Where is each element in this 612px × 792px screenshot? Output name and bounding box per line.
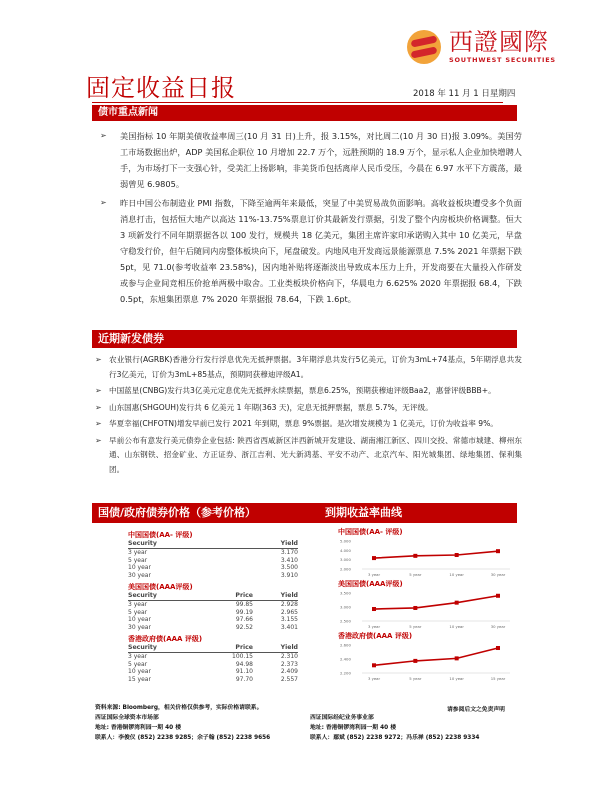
table-row bbox=[128, 624, 298, 632]
svg-text:5.000: 5.000 bbox=[340, 538, 351, 544]
bond-table bbox=[128, 644, 298, 683]
table-cell: 2.409 bbox=[280, 668, 298, 675]
svg-text:3.000: 3.000 bbox=[340, 557, 351, 563]
table-row bbox=[128, 661, 298, 669]
table-row bbox=[128, 653, 298, 661]
table-title: 美国国债(AAA评级) bbox=[128, 583, 193, 591]
yield-curve-title: 到期收益率曲线 bbox=[325, 506, 402, 519]
table-row bbox=[128, 557, 298, 565]
chart-title: 香港政府债(AAA 评级) bbox=[338, 632, 413, 640]
table-cell: 94.98 bbox=[235, 660, 253, 668]
table-cell: 5 year bbox=[128, 608, 148, 616]
table-row bbox=[128, 572, 298, 580]
table-cell: 99.85 bbox=[235, 601, 253, 608]
svg-text:2.600: 2.600 bbox=[340, 642, 351, 648]
table-cell: 3 year bbox=[128, 653, 148, 660]
table-cell: 2.965 bbox=[280, 608, 298, 616]
svg-text:5 year: 5 year bbox=[409, 676, 422, 681]
table-cell: 3.410 bbox=[280, 556, 298, 564]
table-cell bbox=[193, 572, 253, 580]
issue-item: ➢ 早前公布有意发行美元债券企业包括: 陕西省西咸新区沣西新城开发建设、湖南湘江新区、四川交投、常德市城建、柳州东通、山东钢铁、招金矿业、方正证券、浙江吉利、光大新鸿基、平安不动产、北京汽车、阳光城集团、绿地集团、保利集团。 bbox=[95, 435, 522, 474]
svg-text:10 year: 10 year bbox=[449, 572, 464, 577]
yield-chart bbox=[338, 631, 518, 683]
table-cell bbox=[193, 564, 253, 572]
bond-table bbox=[128, 592, 298, 631]
table-cell: 3 year bbox=[128, 549, 148, 556]
bullet-arrow-icon: ➢ bbox=[95, 419, 102, 428]
table-cell: 2.310 bbox=[280, 653, 298, 660]
yield-chart bbox=[338, 579, 518, 631]
dept-name: 西证国际全球资本市场部 bbox=[95, 715, 159, 721]
chart-title: 美国国债(AAA评级) bbox=[338, 580, 403, 588]
table-cell: 100.15 bbox=[232, 653, 253, 660]
table-cell: 97.70 bbox=[235, 675, 253, 683]
table-cell: 3.155 bbox=[280, 616, 298, 623]
table-row bbox=[128, 609, 298, 617]
contacts: 联系人：李俊仪 (852) 2238 9285；余子翰 (852) 2238 9656 bbox=[95, 735, 271, 741]
report-date: 2018 年 11 月 1 日星期四 bbox=[413, 89, 516, 99]
column-header: Price bbox=[193, 592, 253, 601]
table-cell: 10 year bbox=[128, 564, 151, 571]
table-title: 中国国债(AA- 评级) bbox=[128, 531, 193, 539]
issue-item: ➢ 中国蓝星(CNBG)发行共3亿美元定息优先无抵押永续票据，票息6.25%，预期获穆迪评级Baa2，惠誉评级BBB+。 bbox=[95, 384, 522, 399]
table-cell: 91.10 bbox=[235, 668, 253, 675]
svg-text:10 year: 10 year bbox=[449, 676, 464, 681]
table-row bbox=[128, 601, 298, 609]
column-header: Yield bbox=[253, 592, 298, 601]
svg-text:2.500: 2.500 bbox=[340, 618, 351, 624]
address: 地址: 香港铜锣湾利园一期 40 楼 bbox=[95, 725, 182, 731]
bullet-arrow-icon: ➢ bbox=[95, 435, 102, 445]
footer-left bbox=[95, 703, 270, 743]
prices-title: 国债/政府债券价格（参考价格） bbox=[98, 506, 257, 519]
svg-text:3.000: 3.000 bbox=[340, 604, 351, 610]
brand-name-cn: 西證國際 bbox=[449, 28, 549, 56]
svg-text:3 year: 3 year bbox=[367, 676, 381, 681]
svg-text:30 year: 30 year bbox=[490, 572, 506, 577]
column-header: Yield bbox=[253, 644, 298, 653]
section-header-new-issues: 近期新发债券 bbox=[92, 330, 517, 348]
brand-logo bbox=[407, 28, 607, 68]
svg-text:5 year: 5 year bbox=[409, 572, 422, 577]
bond-table bbox=[128, 540, 298, 579]
news-item: ➢ 昨日中国公布制造业 PMI 指数，下降至逾两年来最低，突显了中美贸易战负面影响。高收益板块遭受多个负面消息打击，包括恒大地产以高达 11%-13.75%票息订价其最新发行票据，引发了整个内房板块价格调整。恒大 3 项新发行不同年期票据各以 100 发行，规模共 18 亿美元，集团主席许家印承诺购入其中 10 亿美元，早盘守稳发行价，但午后随同内房整体板块向下，尾盘破发。内地风电开发商远景能源票息 7.5% 2021 年票据下跌 5pt，见 71.0(参考收益率 23.58%)，因内地补贴将逐渐淡出导致成本压力上升，开发商要在大量投入作研发或参与企业间竞相压价抢单两极中取舍。工业类板块价格向下，华晨电力 6.625% 2020 年票据报 68.4，下跌 0.5pt，东旭集团票息 7% 2020 年票据报 78.64，下跌 1.6pt。 bbox=[100, 195, 522, 307]
news-list bbox=[100, 128, 522, 310]
issue-item: ➢ 山东国惠(SHGOUH)发行共 6 亿美元 1 年期(363 天)，定息无抵押票据，票息 5.7%，无评级。 bbox=[95, 401, 522, 416]
table-cell: 3.500 bbox=[280, 564, 298, 571]
table-cell: 2.928 bbox=[280, 601, 298, 608]
table-cell: 99.19 bbox=[235, 608, 253, 616]
column-header: Yield bbox=[253, 540, 298, 549]
section-header-news: 债市重点新闻 bbox=[92, 105, 517, 121]
section-header-prices bbox=[92, 503, 517, 523]
svg-text:3.500: 3.500 bbox=[340, 590, 351, 596]
table-row bbox=[128, 549, 298, 557]
table-cell: 30 year bbox=[128, 571, 151, 579]
table-cell: 2.557 bbox=[280, 675, 298, 683]
table-cell: 10 year bbox=[128, 616, 151, 623]
table-cell: 3.170 bbox=[280, 549, 298, 556]
bullet-arrow-icon: ➢ bbox=[100, 131, 107, 140]
svg-text:4.000: 4.000 bbox=[340, 547, 351, 553]
issue-item: ➢ 华夏幸福(CHFOTN)增发早前已发行 2021 年到期，票息 9%票据。是次增发规模为 1 亿美元，订价为收益率 9%。 bbox=[95, 417, 522, 432]
footer-right bbox=[310, 713, 479, 743]
svg-text:2.400: 2.400 bbox=[340, 656, 351, 662]
table-row bbox=[128, 676, 298, 684]
table-cell: 5 year bbox=[128, 660, 148, 668]
table-cell: 10 year bbox=[128, 668, 151, 675]
chart-title: 中国国债(AA- 评级) bbox=[338, 528, 403, 536]
table-cell bbox=[193, 549, 253, 557]
table-cell: 2.373 bbox=[280, 660, 298, 668]
title-divider bbox=[92, 102, 503, 103]
table-title: 香港政府债(AAA 评级) bbox=[128, 635, 203, 643]
table-cell: 15 year bbox=[128, 675, 151, 683]
table-cell: 3.910 bbox=[280, 571, 298, 579]
news-item: ➢ 美国指标 10 年期美债收益率周三(10 月 31 日)上升，报 3.15%，对比周二(10 月 30 日)报 3.09%。美国劳工市场数据出炉，ADP 美国私企职位 10 月增加 22.7 万个，远胜预期的 18.9 万个，显示私人企业加快增聘人手，为市场打下一支强心针，受美汇上扬影响，非美货币包括离岸人民币受压，今晨在 6.97 水平下方震荡，最弱曾见 6.9805。 bbox=[100, 128, 522, 192]
svg-text:3 year: 3 year bbox=[367, 624, 381, 629]
bond-price-tables bbox=[128, 527, 298, 683]
svg-text:10 year: 10 year bbox=[449, 624, 464, 629]
table-cell: 97.66 bbox=[235, 616, 253, 623]
column-header: Price bbox=[193, 644, 253, 653]
table-cell: 92.52 bbox=[235, 623, 253, 631]
line-chart-plot bbox=[338, 589, 518, 631]
svg-text:30 year: 30 year bbox=[490, 624, 506, 629]
table-row bbox=[128, 564, 298, 572]
bullet-arrow-icon: ➢ bbox=[95, 355, 102, 364]
disclaimer-note: 请参阅后文之免责声明 bbox=[447, 707, 505, 713]
logo-icon bbox=[407, 30, 441, 64]
column-header bbox=[193, 540, 253, 549]
svg-text:2.000: 2.000 bbox=[340, 566, 351, 572]
issue-item: ➢ 农业银行(AGRBK)香港分行发行浮息优先无抵押票据。3年期浮息共发行5亿美元，订价为3mL+74基点，5年期浮息共发行3亿美元，订价为3mL+85基点，预期同获穆迪评级A1。 bbox=[95, 355, 522, 379]
table-cell: 30 year bbox=[128, 623, 151, 631]
dept-name: 西证国际经纪业务事业部 bbox=[310, 715, 374, 721]
yield-curve-charts bbox=[338, 527, 518, 683]
new-issues-list bbox=[95, 353, 522, 479]
line-chart-plot bbox=[338, 537, 518, 579]
column-header: Security bbox=[128, 644, 193, 653]
brand-name-en: SOUTHWEST SECURITIES bbox=[449, 56, 556, 64]
source-note: 资料来源: Bloomberg，相关价格仅供参考，实际价格请联系。 bbox=[95, 705, 263, 711]
table-row bbox=[128, 668, 298, 676]
line-chart-plot bbox=[338, 641, 518, 683]
table-row bbox=[128, 616, 298, 624]
bullet-arrow-icon: ➢ bbox=[95, 386, 102, 395]
contacts: 联系人：鄢斌 (852) 2238 9272；冯乐禅 (852) 2238 9334 bbox=[310, 735, 480, 741]
table-cell bbox=[193, 557, 253, 565]
table-cell: 3.401 bbox=[280, 623, 298, 631]
table-cell: 3 year bbox=[128, 601, 148, 608]
table-cell: 5 year bbox=[128, 556, 148, 564]
svg-text:3 year: 3 year bbox=[367, 572, 381, 577]
svg-text:2.200: 2.200 bbox=[340, 670, 351, 676]
bullet-arrow-icon: ➢ bbox=[100, 198, 107, 207]
report-title: 固定收益日报 bbox=[86, 74, 236, 102]
yield-chart bbox=[338, 527, 518, 579]
address: 地址: 香港铜锣湾利园一期 40 楼 bbox=[310, 725, 397, 731]
bullet-arrow-icon: ➢ bbox=[95, 402, 102, 412]
svg-text:5 year: 5 year bbox=[409, 624, 422, 629]
column-header: Security bbox=[128, 540, 193, 549]
svg-text:15 year: 15 year bbox=[490, 676, 506, 681]
column-header: Security bbox=[128, 592, 193, 601]
